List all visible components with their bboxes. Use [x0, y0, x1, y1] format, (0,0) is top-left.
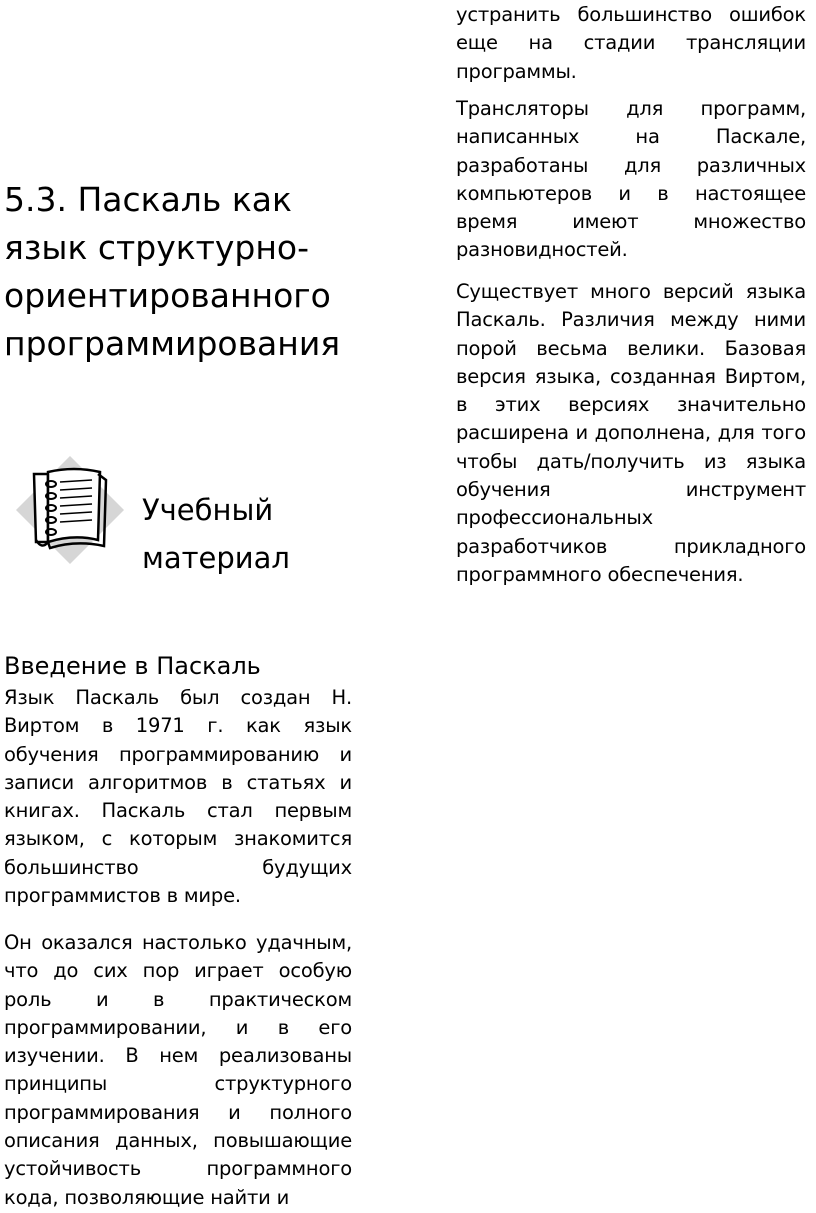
- material-label: Учебный материал: [142, 493, 290, 575]
- paragraph: Язык Паскаль был создан Н. Виртом в 1971 г. как язык обучения программированию и записи алгоритмов в статьях и книгах. Паскаль стал первым языком, с которым знакомится большинство будущих программистов в мире.: [4, 686, 352, 908]
- paragraph: устранить большинство ошибок еще на стадии трансляции программы.: [456, 3, 806, 83]
- notebook-icon: [14, 454, 126, 566]
- paragraph: Существует много версий языка Паскаль. Различия между ними порой весьма велики. Базовая версия языка, созданная Виртом, в этих версиях значительно расширена и дополнена, для того чтобы дать/получить из языка обучения инструмент профессиональных разработчиков прикладного программного обеспечения.: [456, 280, 806, 586]
- section-heading: Введение в Паскаль: [4, 652, 261, 680]
- paragraph: Трансляторы для программ, написанных на Паскале, разработаны для различных компьютеров и в настоящее время имеют множество разновидностей.: [456, 97, 806, 262]
- paragraph: Он оказался настолько удачным, что до сих пор играет особую роль и в практическом программировании, и в его изучении. В нем реализованы принципы структурного программирования и полного описания данных, повышающие устойчивость программного кода, позволяющие найти и: [4, 931, 352, 1209]
- page-title: 5.3. Паскаль как язык структурно- ориентированного программирования: [4, 180, 341, 363]
